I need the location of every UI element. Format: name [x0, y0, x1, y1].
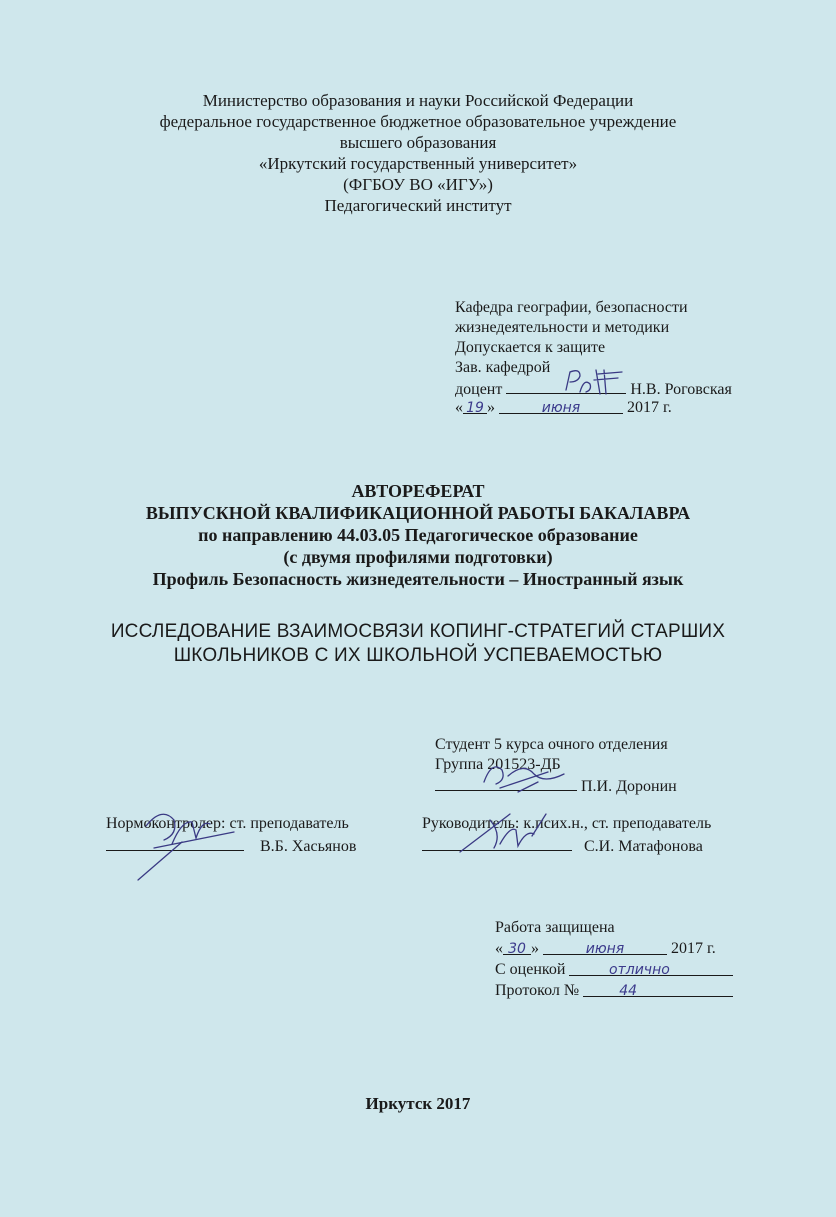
topic-line1: ИССЛЕДОВАНИЕ ВЗАИМОСВЯЗИ КОПИНГ-СТРАТЕГИЙ СТАРШИХ — [110, 621, 726, 642]
defense-date-month-field — [543, 939, 667, 955]
protocol-label: Протокол № — [495, 982, 580, 999]
topic-line2: ШКОЛЬНИКОВ С ИХ ШКОЛЬНОЙ УСПЕВАЕМОСТЬЮ — [173, 645, 663, 666]
normcontrol-signature — [112, 800, 242, 882]
defense-date-open-quote: « — [495, 940, 503, 957]
head-position: доцент — [455, 381, 503, 398]
ministry-line: Министерство образования и науки Российской Федерации — [202, 91, 634, 110]
defense-date-close-quote: » — [531, 940, 539, 957]
defense-date-day-field — [503, 939, 531, 955]
date-year: 2017 г. — [627, 399, 672, 416]
title-line2: ВЫПУСКНОЙ КВАЛИФИКАЦИОННОЙ РАБОТЫ БАКАЛАВРА — [145, 503, 691, 523]
defended-line: Работа защищена — [495, 919, 615, 936]
protocol-field — [583, 981, 733, 997]
date-day: 19 — [466, 400, 484, 416]
department-line2: жизнедеятельности и методики — [455, 319, 670, 336]
footer-block — [0, 1093, 836, 1114]
head-label: Зав. кафедрой — [455, 359, 551, 376]
date-close-quote: » — [487, 399, 495, 416]
title-line5: Профиль Безопасность жизнедеятельности – Иностранный язык — [152, 569, 684, 589]
admission-date-line — [455, 398, 672, 417]
education-level-line: высшего образования — [339, 133, 497, 152]
student-name: П.И. Доронин — [581, 778, 677, 795]
grade-field — [569, 960, 733, 976]
protocol-line — [495, 981, 733, 1000]
university-line: «Иркутский государственный университет» — [258, 154, 578, 173]
grade-value: отлично — [609, 962, 670, 978]
defense-date-line — [495, 939, 716, 958]
header-block — [0, 90, 836, 216]
topic-block — [0, 620, 836, 668]
grade-line — [495, 960, 733, 979]
head-signature — [560, 366, 630, 398]
defense-date-year: 2017 г. — [671, 940, 716, 957]
date-open-quote: « — [455, 399, 463, 416]
title-line4: (с двумя профилями подготовки) — [283, 547, 553, 567]
grade-label: С оценкой — [495, 961, 566, 978]
institute-line: Педагогический институт — [324, 196, 512, 215]
supervisor-label: Руководитель: к.псих.н., ст. преподаватель — [422, 815, 712, 832]
abbreviation-line: (ФГБОУ ВО «ИГУ») — [343, 175, 493, 194]
normcontrol-label: Нормоконтролер: ст. преподаватель — [106, 815, 349, 832]
head-name: Н.В. Роговская — [630, 381, 732, 398]
title-line1: АВТОРЕФЕРАТ — [351, 481, 485, 501]
normcontrol-name: В.Б. Хасьянов — [260, 838, 357, 855]
defense-date-day: 30 — [508, 941, 526, 957]
supervisor-name: С.И. Матафонова — [584, 838, 703, 855]
institution-type-line: федеральное государственное бюджетное образовательное учреждение — [159, 112, 677, 131]
student-line: Студент 5 курса очного отделения — [435, 736, 668, 753]
student-signature — [478, 752, 578, 797]
protocol-value: 44 — [619, 983, 638, 999]
supervisor-signature — [450, 800, 560, 870]
date-month-field — [499, 398, 623, 414]
title-block — [0, 480, 836, 590]
admitted-line: Допускается к защите — [455, 339, 606, 356]
title-line3: по направлению 44.03.05 Педагогическое образование — [198, 525, 638, 545]
city-year: Иркутск 2017 — [365, 1094, 471, 1113]
date-day-field — [463, 398, 487, 414]
department-line1: Кафедра географии, безопасности — [455, 299, 688, 316]
student-group: Группа 201523-ДБ — [435, 756, 561, 773]
defense-date-month: июня — [585, 941, 625, 957]
date-month: июня — [541, 400, 581, 416]
